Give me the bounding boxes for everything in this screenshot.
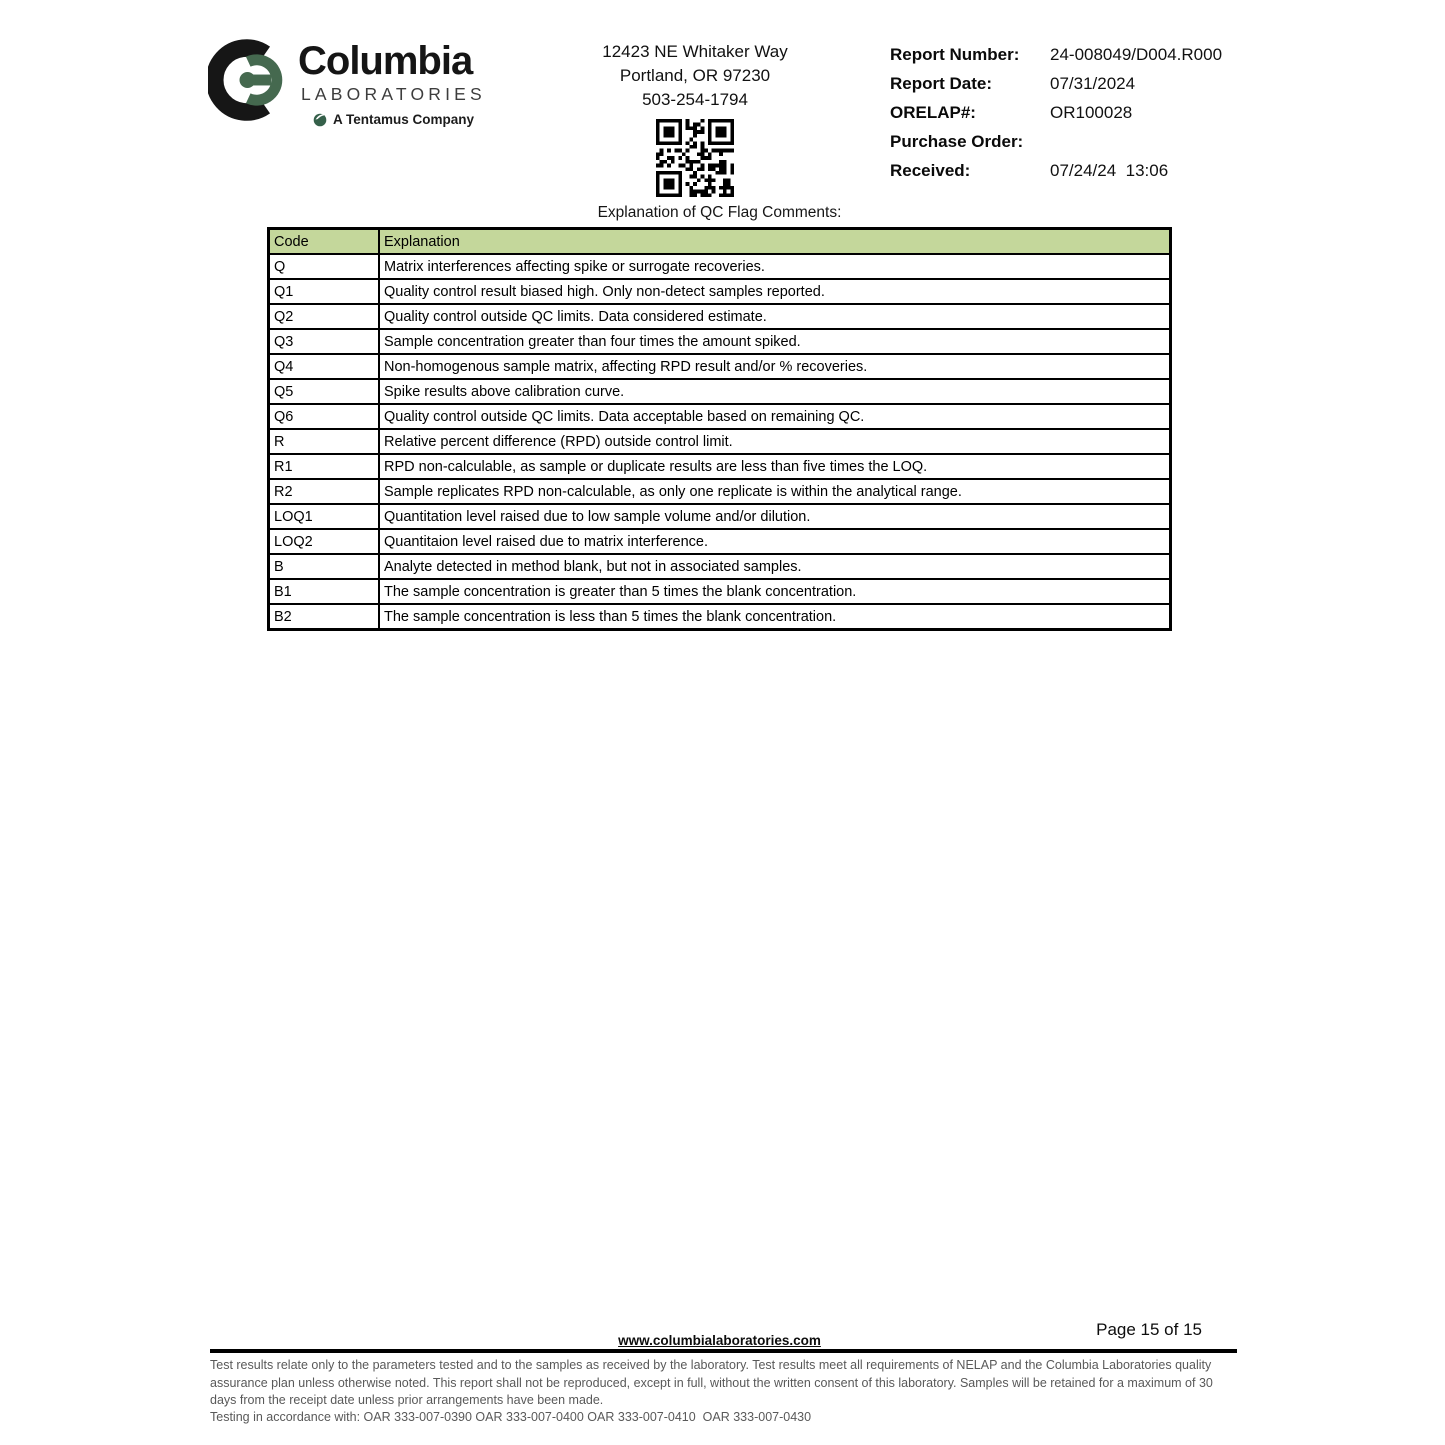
lab-address-block (555, 40, 835, 204)
report-number-value: 24-008049/D004.R000 (1050, 45, 1223, 64)
qr-code (555, 119, 835, 204)
received-row (890, 156, 1222, 185)
report-date-row (890, 69, 1222, 98)
qr-code-icon (656, 119, 734, 197)
qc-explanation-cell: The sample concentration is less than 5 times the blank concentration. (379, 604, 1171, 630)
qc-explanation-cell: Sample concentration greater than four times the amount spiked. (379, 329, 1171, 354)
table-row (269, 529, 1171, 554)
received-label: Received: (890, 161, 971, 180)
logo-tagline-text: A Tentamus Company (333, 111, 475, 127)
report-info (890, 40, 1222, 185)
qc-explanation-cell: Quantitation level raised due to low sample volume and/or dilution. (379, 504, 1171, 529)
purchase-order-row (890, 127, 1222, 156)
table-row (269, 604, 1171, 630)
purchase-order-label: Purchase Order: (890, 132, 1024, 151)
orelap-value: OR100028 (1050, 103, 1133, 122)
qc-code-cell: R2 (269, 479, 380, 504)
logo-text (298, 38, 486, 127)
report-date-label: Report Date: (890, 74, 993, 93)
qc-explanation-cell: Matrix interferences affecting spike or surrogate recoveries. (379, 254, 1171, 279)
footer-divider (210, 1349, 1237, 1353)
address-line-1: 12423 NE Whitaker Way (602, 42, 788, 61)
footer-testing-line: Testing in accordance with: OAR 333-007-0390 OAR 333-007-0400 OAR 333-007-0410 OAR 333-007-0430 (210, 1410, 812, 1424)
orelap-label: ORELAP#: (890, 103, 976, 122)
qc-explanation-cell: Quality control result biased high. Only non-detect samples reported. (379, 279, 1171, 304)
table-row (269, 429, 1171, 454)
orelap-row (890, 98, 1222, 127)
qc-explanation-cell: Sample replicates RPD non-calculable, as only one replicate is within the analytical range. (379, 479, 1171, 504)
qc-explanation-cell: Non-homogenous sample matrix, affecting RPD result and/or % recoveries. (379, 354, 1171, 379)
report-number-row (890, 40, 1222, 69)
footer-disclaimer: Test results relate only to the parameters tested and to the samples as received by the laboratory. Test results meet all requirements of NELAP and the Columbia Laboratories quality assurance plan unless otherwise noted. This report shall not be reproduced, except in full, without the written consent of this laboratory. Samples will be retained for a maximum of 30 days from the receipt date unless prior arrangements have been made. (210, 1358, 1213, 1407)
qc-code-cell: Q4 (269, 354, 380, 379)
qc-explanation-cell: Quantitaion level raised due to matrix interference. (379, 529, 1171, 554)
table-row (269, 354, 1171, 379)
table-row (269, 504, 1171, 529)
qc-code-cell: B1 (269, 579, 380, 604)
table-title: Explanation of QC Flag Comments: (597, 204, 842, 221)
tentamus-bird-icon (312, 111, 328, 127)
qc-explanation-cell: RPD non-calculable, as sample or duplicate results are less than five times the LOQ. (379, 454, 1171, 479)
address-line-2: Portland, OR 97230 (619, 66, 771, 85)
table-row (269, 579, 1171, 604)
qc-flag-table (267, 227, 1172, 631)
logo-brand-text: Columbia (298, 39, 473, 83)
address-phone: 503-254-1794 (642, 90, 748, 109)
qc-explanation-cell: The sample concentration is greater than 5 times the blank concentration. (379, 579, 1171, 604)
qc-code-cell: Q5 (269, 379, 380, 404)
qc-code-cell: B (269, 554, 380, 579)
table-row (269, 454, 1171, 479)
explanation-column-header: Explanation (379, 229, 1171, 255)
received-value: 07/24/24 13:06 (1050, 161, 1169, 180)
table-header-row (269, 229, 1171, 255)
table-row (269, 279, 1171, 304)
qc-explanation-cell: Quality control outside QC limits. Data considered estimate. (379, 304, 1171, 329)
qc-explanation-cell: Spike results above calibration curve. (379, 379, 1171, 404)
report-number-label: Report Number: (890, 45, 1020, 64)
qc-explanation-cell: Analyte detected in method blank, but not in associated samples. (379, 554, 1171, 579)
logo-subtitle-text: LABORATORIES (301, 84, 486, 104)
table-row (269, 329, 1171, 354)
qc-table-body (269, 254, 1171, 630)
logo-tagline (312, 111, 486, 127)
qc-code-cell: B2 (269, 604, 380, 630)
website-link: www.columbialaboratories.com (618, 1333, 821, 1348)
qc-code-cell: Q (269, 254, 380, 279)
table-row (269, 304, 1171, 329)
code-column-header: Code (269, 229, 380, 255)
table-row (269, 379, 1171, 404)
qc-code-cell: LOQ2 (269, 529, 380, 554)
qc-code-cell: R1 (269, 454, 380, 479)
page-number: Page 15 of 15 (1096, 1320, 1202, 1339)
columbia-logo (208, 38, 486, 127)
qc-code-cell: Q6 (269, 404, 380, 429)
qc-code-cell: Q3 (269, 329, 380, 354)
columbia-logo-icon (208, 38, 292, 122)
table-row (269, 254, 1171, 279)
table-row (269, 404, 1171, 429)
qc-code-cell: Q2 (269, 304, 380, 329)
report-date-value: 07/31/2024 (1050, 74, 1136, 93)
qc-code-cell: Q1 (269, 279, 380, 304)
qc-code-cell: LOQ1 (269, 504, 380, 529)
table-row (269, 554, 1171, 579)
qc-code-cell: R (269, 429, 380, 454)
qc-explanation-cell: Relative percent difference (RPD) outside control limit. (379, 429, 1171, 454)
qc-explanation-cell: Quality control outside QC limits. Data acceptable based on remaining QC. (379, 404, 1171, 429)
table-row (269, 479, 1171, 504)
